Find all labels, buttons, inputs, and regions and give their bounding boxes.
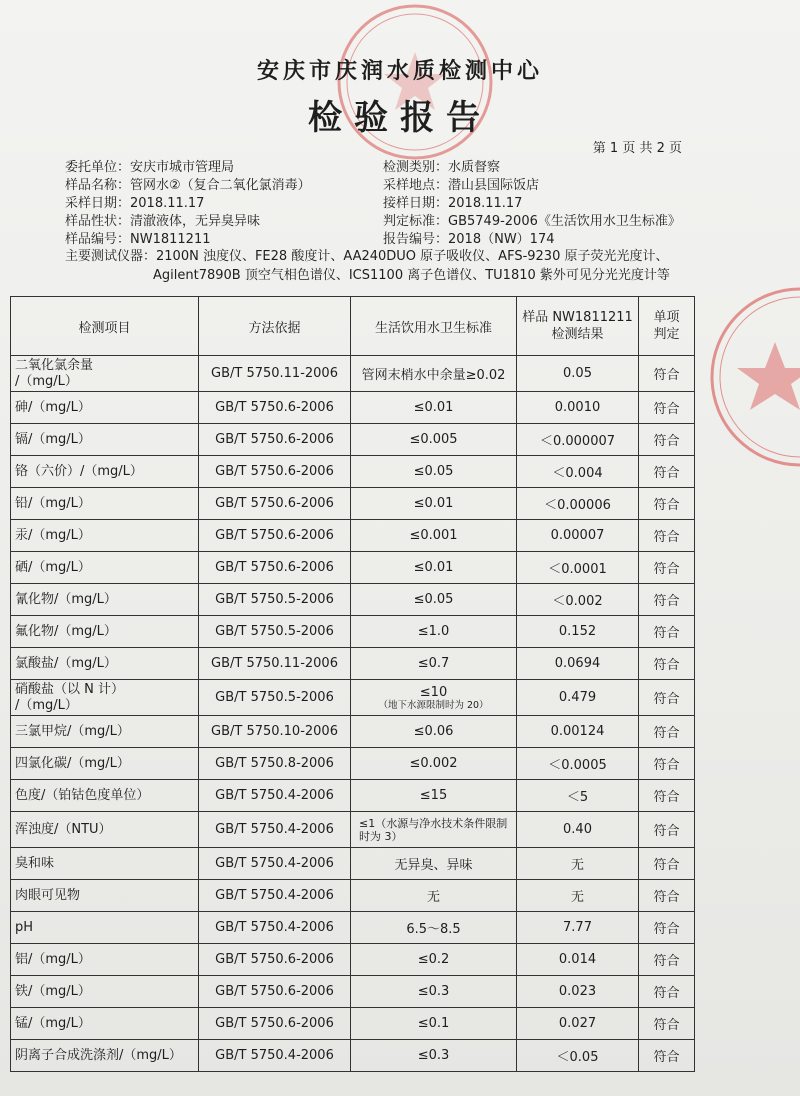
cell-standard: 6.5～8.5 [351,912,517,944]
table-header-row [11,297,695,356]
cell-standard: ≤1（水源与净水技术条件限制时为 3） [351,812,517,848]
table-row [11,456,695,488]
table-row [11,392,695,424]
cell-standard: ≤0.2 [351,944,517,976]
cell-verdict: 符合 [639,424,695,456]
table-row [11,616,695,648]
cell-item: 四氯化碳/（mg/L） [11,748,199,780]
cell-result: 0.014 [517,944,639,976]
cell-result: 0.0010 [517,392,639,424]
info-sample-appearance: 样品性状：清澈液体，无异臭异味 [65,214,261,229]
cell-result: ＜5 [517,780,639,812]
cell-method: GB/T 5750.6-2006 [199,392,351,424]
table-row [11,520,695,552]
table-row [11,1008,695,1040]
cell-standard: ≤0.7 [351,648,517,680]
cell-standard: ≤1.0 [351,616,517,648]
cell-result: 0.05 [517,356,639,392]
organization-name: 安庆市庆润水质检测中心 [256,59,543,84]
cell-result: ＜0.004 [517,456,639,488]
cell-method: GB/T 5750.6-2006 [199,944,351,976]
cell-method: GB/T 5750.4-2006 [199,780,351,812]
header-result: 样品 NW1811211 检测结果 [517,297,639,356]
page-number: 第 1 页 共 2 页 [592,141,682,156]
report-title: 检验报告 [308,98,492,138]
table-row [11,680,695,716]
cell-item: 氰化物/（mg/L） [11,584,199,616]
cell-method: GB/T 5750.4-2006 [199,1040,351,1072]
cell-verdict: 符合 [639,648,695,680]
cell-standard: 管网末梢水中余量≥0.02 [351,356,517,392]
cell-verdict: 符合 [639,1040,695,1072]
info-sampling-date: 采样日期：2018.11.17 [65,196,205,211]
cell-method: GB/T 5750.8-2006 [199,748,351,780]
cell-result: 0.027 [517,1008,639,1040]
cell-method: GB/T 5750.6-2006 [199,1008,351,1040]
cell-method: GB/T 5750.4-2006 [199,880,351,912]
cell-verdict: 符合 [639,812,695,848]
cell-item: 铬（六价）/（mg/L） [11,456,199,488]
cell-method: GB/T 5750.6-2006 [199,552,351,584]
cell-standard: ≤0.01 [351,552,517,584]
cell-verdict: 符合 [639,616,695,648]
cell-verdict: 符合 [639,716,695,748]
table-row [11,584,695,616]
cell-result: ＜0.0005 [517,748,639,780]
cell-standard: ≤0.1 [351,1008,517,1040]
table-row [11,648,695,680]
cell-verdict: 符合 [639,1008,695,1040]
cell-method: GB/T 5750.4-2006 [199,812,351,848]
cell-method: GB/T 5750.6-2006 [199,456,351,488]
cell-standard: ≤0.01 [351,488,517,520]
cell-method: GB/T 5750.6-2006 [199,424,351,456]
cell-item: 阴离子合成洗涤剂/（mg/L） [11,1040,199,1072]
table-row [11,488,695,520]
cell-method: GB/T 5750.4-2006 [199,848,351,880]
cell-standard: ≤0.005 [351,424,517,456]
cell-verdict: 符合 [639,680,695,716]
cell-verdict: 符合 [639,520,695,552]
cell-verdict: 符合 [639,976,695,1008]
cell-standard: ≤0.3 [351,976,517,1008]
header-verdict: 单项 判定 [639,297,695,356]
cell-item: 色度/（铂钴色度单位） [11,780,199,812]
cell-result: 0.00124 [517,716,639,748]
results-table [10,296,695,1072]
cell-method: GB/T 5750.5-2006 [199,584,351,616]
header-method: 方法依据 [199,297,351,356]
cell-method: GB/T 5750.10-2006 [199,716,351,748]
cell-item: 铝/（mg/L） [11,944,199,976]
cell-method: GB/T 5750.6-2006 [199,488,351,520]
cell-method: GB/T 5750.5-2006 [199,680,351,716]
cell-item: 汞/（mg/L） [11,520,199,552]
cell-result: 0.00007 [517,520,639,552]
cell-result: ＜0.00006 [517,488,639,520]
cell-standard: 无异臭、异味 [351,848,517,880]
table-row [11,748,695,780]
cell-item: 二氧化氯余量 /（mg/L） [11,356,199,392]
cell-result: 0.0694 [517,648,639,680]
cell-verdict: 符合 [639,748,695,780]
header-item: 检测项目 [11,297,199,356]
cell-result: ＜0.0001 [517,552,639,584]
table-row [11,356,695,392]
cell-verdict: 符合 [639,356,695,392]
table-row [11,716,695,748]
cell-verdict: 符合 [639,880,695,912]
info-report-id: 报告编号：2018（NW）174 [383,232,555,247]
info-sample-id: 样品编号：NW1811211 [65,232,211,247]
cell-verdict: 符合 [639,944,695,976]
cell-result: 7.77 [517,912,639,944]
info-sample-name: 样品名称：管网水②（复合二氧化氯消毒） [65,178,311,193]
cell-result: 0.479 [517,680,639,716]
cell-verdict: 符合 [639,848,695,880]
cell-standard: ≤0.05 [351,584,517,616]
cell-result: ＜0.002 [517,584,639,616]
info-sampling-site: 采样地点：潜山县国际饭店 [383,178,540,193]
cell-method: GB/T 5750.5-2006 [199,616,351,648]
cell-verdict: 符合 [639,912,695,944]
cell-method: GB/T 5750.4-2006 [199,912,351,944]
info-test-category: 检测类别：水质督察 [383,160,501,175]
cell-verdict: 符合 [639,456,695,488]
table-row [11,780,695,812]
cell-verdict: 符合 [639,552,695,584]
cell-verdict: 符合 [639,488,695,520]
cell-standard: ≤0.002 [351,748,517,780]
cell-standard: ≤0.01 [351,392,517,424]
table-row [11,912,695,944]
cell-item: 浑浊度/（NTU） [11,812,199,848]
cell-verdict: 符合 [639,392,695,424]
cell-verdict: 符合 [639,780,695,812]
cell-item: 硒/（mg/L） [11,552,199,584]
cell-method: GB/T 5750.11-2006 [199,648,351,680]
cell-method: GB/T 5750.11-2006 [199,356,351,392]
cell-result: ＜0.000007 [517,424,639,456]
info-client: 委托单位：安庆市城市管理局 [65,160,235,175]
table-row [11,552,695,584]
cell-item: 三氯甲烷/（mg/L） [11,716,199,748]
cell-item: 肉眼可见物 [11,880,199,912]
table-row [11,848,695,880]
cell-standard: ≤0.3 [351,1040,517,1072]
cell-result: 0.40 [517,812,639,848]
cell-item: pH [11,912,199,944]
cell-item: 氟化物/（mg/L） [11,616,199,648]
cell-standard: ≤15 [351,780,517,812]
info-receiving-date: 接样日期：2018.11.17 [383,196,523,211]
table-row [11,812,695,848]
header-standard: 生活饮用水卫生标准 [351,297,517,356]
table-row [11,976,695,1008]
cell-method: GB/T 5750.6-2006 [199,520,351,552]
cell-standard: ≤0.06 [351,716,517,748]
cell-verdict: 符合 [639,584,695,616]
cell-item: 砷/（mg/L） [11,392,199,424]
cell-standard: ≤0.001 [351,520,517,552]
cell-item: 硝酸盐（以 N 计） /（mg/L） [11,680,199,716]
table-row [11,1040,695,1072]
cell-standard: ≤10 （地下水源限制时为 20） [351,680,517,716]
cell-standard: ≤0.05 [351,456,517,488]
info-criteria: 判定标准：GB5749-2006《生活饮用水卫生标准》 [383,214,681,229]
cell-result: ＜0.05 [517,1040,639,1072]
cell-standard: 无 [351,880,517,912]
cell-result: 0.023 [517,976,639,1008]
cell-result: 无 [517,880,639,912]
cell-item: 铅/（mg/L） [11,488,199,520]
cell-result: 无 [517,848,639,880]
cell-method: GB/T 5750.6-2006 [199,976,351,1008]
table-row [11,880,695,912]
seal-stamp-icon [705,282,800,472]
cell-item: 锰/（mg/L） [11,1008,199,1040]
table-row [11,944,695,976]
instruments: 主要测试仪器：2100N 浊度仪、FE28 酸度计、AA240DUO 原子吸收仪、AFS-9230 原子荧光光度计、 Agilent7890B 顶空气相色谱仪、ICS1100 离子色谱仪、TU1810 紫外可见分光光度计等 [65,249,670,283]
cell-item: 臭和味 [11,848,199,880]
cell-item: 铁/（mg/L） [11,976,199,1008]
cell-item: 氯酸盐/（mg/L） [11,648,199,680]
cell-item: 镉/（mg/L） [11,424,199,456]
table-row [11,424,695,456]
cell-result: 0.152 [517,616,639,648]
